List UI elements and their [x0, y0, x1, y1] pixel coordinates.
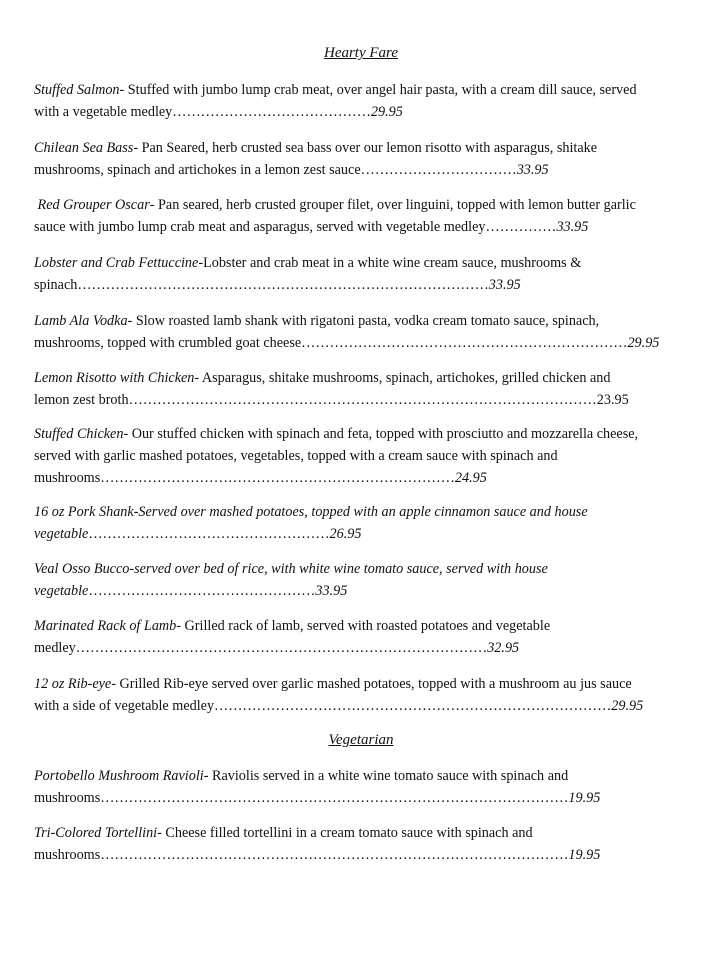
- dish-description: Stuffed with jumbo lump crab meat, over angel hair pasta, with a cream dill sauce, served: [127, 82, 637, 98]
- dish-description: Raviolis served in a white wine tomato sauce with spinach and: [212, 768, 569, 784]
- menu-item: [34, 367, 674, 411]
- dish-description: Cheese filled tortellini in a cream tomato sauce with spinach and: [165, 825, 533, 841]
- dish-description: Our stuffed chicken with spinach and feta, topped with prosciutto and mozzarella cheese,: [131, 426, 639, 442]
- dish-price: 33.95: [516, 162, 549, 178]
- dish-description: Pan Seared, herb crusted sea bass over our lemon risotto with asparagus, shitake: [141, 140, 598, 156]
- leader-dots: …………………………………………: [88, 583, 316, 599]
- dish-separator: -: [203, 768, 212, 784]
- menu-item-line: [34, 673, 674, 695]
- leader-dots: …………………………………………………………………………: [214, 698, 612, 714]
- dish-separator: -: [176, 618, 185, 634]
- menu-item-line: [34, 137, 674, 159]
- menu-item-line: [34, 423, 674, 445]
- menu-item-line: [34, 501, 674, 523]
- menu-item-line: [34, 822, 674, 844]
- menu-item-line: [34, 637, 674, 659]
- menu-item-line: [34, 159, 674, 181]
- leader-dots: ……………………………………………………………………………: [77, 277, 489, 293]
- menu-item-line: [34, 467, 674, 489]
- dish-separator: -: [133, 140, 142, 156]
- dish-name: Stuffed Chicken: [34, 426, 124, 442]
- menu-item-line: [34, 787, 674, 809]
- menu-item-line: [34, 367, 674, 389]
- dish-description: mushrooms, topped with crumbled goat cheese: [34, 335, 302, 351]
- dish-description: sauce with jumbo lump crab meat and asparagus, served with vegetable medley: [34, 219, 486, 235]
- dish-description: Slow roasted lamb shank with rigatoni pasta, vodka cream tomato sauce, spinach,: [135, 313, 600, 329]
- menu-item-line: [34, 216, 674, 238]
- dish-description: Grilled rack of lamb, served with roasted potatoes and vegetable: [184, 618, 551, 634]
- menu-item: [34, 310, 674, 354]
- dish-name: vegetable: [34, 583, 89, 599]
- dish-description: Pan seared, herb crusted grouper filet, over linguini, topped with lemon butter garlic: [158, 197, 636, 213]
- menu-item-line: [34, 101, 674, 123]
- dish-separator: -: [157, 825, 166, 841]
- dish-name: Portobello Mushroom Ravioli: [34, 768, 204, 784]
- dish-price: 29.95: [611, 698, 644, 714]
- dish-name: Red Grouper Oscar: [37, 197, 150, 213]
- dish-price: 29.95: [627, 335, 660, 351]
- menu-item-line: [34, 844, 674, 866]
- dish-price: 33.95: [315, 583, 348, 599]
- leader-dots: ………………………………………………………………………………………: [100, 790, 569, 806]
- leader-dots: ………………………………………………………………………………………: [128, 392, 597, 408]
- dish-description: mushrooms: [34, 847, 101, 863]
- menu-item: [34, 423, 674, 489]
- dish-name: Tri-Colored Tortellini: [34, 825, 158, 841]
- dish-description: mushrooms: [34, 470, 101, 486]
- dish-separator: -: [123, 426, 132, 442]
- dish-price: 29.95: [370, 104, 403, 120]
- dish-separator: -: [119, 82, 128, 98]
- menu-item: [34, 615, 674, 659]
- menu-item-line: [34, 580, 674, 602]
- dish-name: Chilean Sea Bass: [34, 140, 134, 156]
- dish-name: vegetable: [34, 526, 89, 542]
- menu-item-line: [34, 310, 674, 332]
- menu-item-line: [34, 615, 674, 637]
- dish-name: Lamb Ala Vodka: [34, 313, 128, 329]
- dish-price: 32.95: [487, 640, 520, 656]
- menu-item-line: [34, 79, 674, 101]
- menu-item: [34, 673, 674, 717]
- dish-description: with a vegetable medley: [34, 104, 173, 120]
- dish-description: mushrooms, spinach and artichokes in a lemon zest sauce: [34, 162, 361, 178]
- dish-separator: -: [149, 197, 158, 213]
- menu-item: [34, 765, 674, 809]
- dish-name: Veal Osso Bucco-served over bed of rice, with white wine tomato sauce, served with house: [34, 561, 548, 577]
- menu-item: [34, 822, 674, 866]
- dish-separator: -: [127, 313, 136, 329]
- leader-dots: ……………………………………………………………………………: [75, 640, 488, 656]
- section-heading-hearty-fare: Hearty Fare: [323, 45, 398, 61]
- dish-description: lemon zest broth: [34, 392, 129, 408]
- dish-description: with a side of vegetable medley: [34, 698, 215, 714]
- menu-item: [34, 501, 674, 545]
- leader-dots: ……………: [485, 219, 557, 235]
- dish-description: Grilled Rib-eye served over garlic mashed potatoes, topped with a mushroom au jus sauce: [119, 676, 632, 692]
- menu-item-line: [34, 332, 674, 354]
- dish-price: 19.95: [568, 790, 601, 806]
- menu-item-line: [34, 445, 674, 467]
- menu-item-line: [34, 194, 674, 216]
- leader-dots: ………………………………………………………………………………………: [100, 847, 569, 863]
- dish-name: Lobster and Crab Fettuccine: [34, 255, 199, 271]
- menu-item-line: [34, 523, 674, 545]
- dish-name: Lemon Risotto with Chicken: [34, 370, 195, 386]
- dish-price: 23.95: [596, 392, 629, 408]
- section-heading-vegetarian: Vegetarian: [328, 732, 394, 748]
- dish-separator: -: [198, 255, 204, 271]
- dish-separator: -: [111, 676, 120, 692]
- dish-name: 12 oz Rib-eye: [34, 676, 112, 692]
- leader-dots: …………………………………………………………………: [100, 470, 455, 486]
- leader-dots: ……………………………: [360, 162, 517, 178]
- menu-item: [34, 558, 674, 602]
- leader-dots: ……………………………………: [172, 104, 371, 120]
- dish-price: 33.95: [556, 219, 589, 235]
- menu-item-line: [34, 389, 674, 411]
- menu-item: [34, 79, 674, 123]
- menu-item-line: [34, 252, 674, 274]
- dish-description: spinach: [34, 277, 78, 293]
- dish-price: 24.95: [454, 470, 487, 486]
- dish-description: Lobster and crab meat in a white wine cream sauce, mushrooms &: [203, 255, 582, 271]
- dish-description: served with garlic mashed potatoes, vegetables, topped with a cream sauce with spinach and: [34, 448, 558, 464]
- leader-dots: ……………………………………………: [88, 526, 330, 542]
- dish-price: 33.95: [488, 277, 521, 293]
- menu-item: [34, 252, 674, 296]
- menu-item-line: [34, 558, 674, 580]
- dish-separator: -: [194, 370, 202, 386]
- menu-item-line: [34, 765, 674, 787]
- dish-name: Stuffed Salmon: [34, 82, 120, 98]
- dish-name: 16 oz Pork Shank-Served over mashed potatoes, topped with an apple cinnamon sauce and house: [34, 504, 588, 520]
- menu-item-line: [34, 274, 674, 296]
- dish-name: Marinated Rack of Lamb: [34, 618, 177, 634]
- dish-description: mushrooms: [34, 790, 101, 806]
- dish-price: 19.95: [568, 847, 601, 863]
- menu-item: [34, 194, 674, 238]
- dish-description: Asparagus, shitake mushrooms, spinach, artichokes, grilled chicken and: [201, 370, 611, 386]
- leader-dots: ……………………………………………………………: [301, 335, 628, 351]
- menu-item-line: [34, 695, 674, 717]
- dish-description: medley: [34, 640, 76, 656]
- menu-item: [34, 137, 674, 181]
- dish-price: 26.95: [329, 526, 362, 542]
